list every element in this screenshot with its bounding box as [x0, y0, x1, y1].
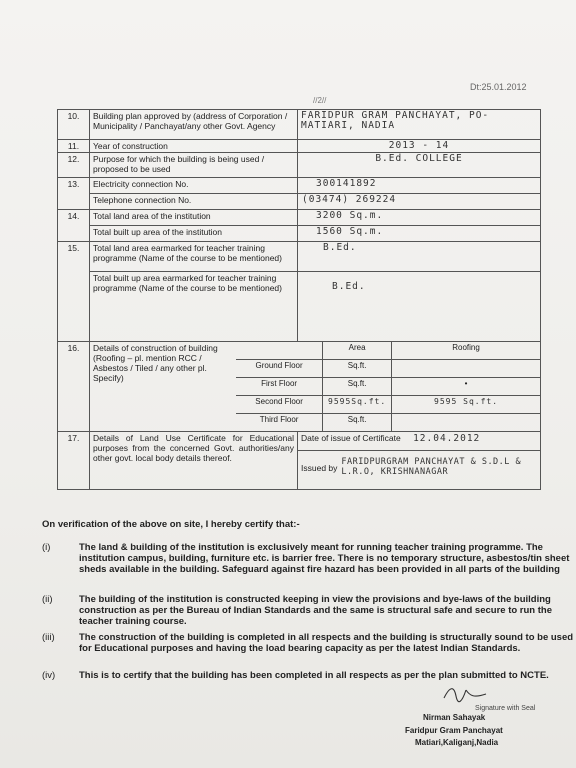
row-number: 16. [58, 342, 90, 432]
row-value: B.Ed. COLLEGE [298, 153, 541, 178]
item-number: (iv) [42, 670, 56, 681]
seal-line-3: Matiari,Kaliganj,Nadia [415, 738, 499, 747]
building-details-table [57, 109, 541, 490]
document-date: Dt:25.01.2012 [470, 82, 527, 92]
issued-by-label: Issued by [301, 463, 338, 473]
seal-line-1: Nirman Sahayak [423, 713, 486, 722]
issued-by-value: FARIDPURGRAM PANCHAYAT & S.D.L & L.R.O, KRISHNANAGAR [341, 457, 522, 477]
row-label: Total built up area earmarked for teacher training programme (Name of the course to be mentioned) [90, 272, 298, 342]
signature-mark [440, 682, 490, 704]
floor-area: Sq.ft. [323, 414, 392, 432]
table-row [58, 342, 541, 432]
floor-roofing [392, 360, 540, 378]
row-number: 15. [58, 242, 90, 342]
item-text: The building of the institution is constructed keeping in view the provisions and bye-laws of the building construction as per the Bureau of Indian Standards and the same is structural safe and secure to run the teacher training course. [79, 594, 552, 627]
table-row [58, 153, 541, 178]
row-number: 14. [58, 210, 90, 242]
row-value: FARIDPUR GRAM PANCHAYAT, PO-MATIARI, NADIA [298, 110, 541, 140]
signature-caption: Signature with Seal [475, 705, 536, 712]
row-number: 13. [58, 178, 90, 210]
row-label: Electricity connection No. [90, 178, 298, 194]
row-label: Purpose for which the building is being used / proposed to be used [90, 153, 298, 178]
row-label: Building plan approved by (address of Corporation / Municipality / Panchayat/any other Govt. Agency [90, 110, 298, 140]
table-row [58, 272, 541, 342]
seal-line-2: Faridpur Gram Panchayat [405, 726, 503, 735]
row-label: Total land area earmarked for teacher training programme (Name of the course to be mentioned) [90, 242, 298, 272]
row-value: 2013 - 14 [298, 140, 541, 153]
row-value: B.Ed. [298, 242, 541, 272]
row-label: Details of construction of building (Roofing – pl. mention RCC / Asbestos / Tiled / any other pl. Specify) [93, 343, 218, 383]
row-value: B.Ed. [298, 272, 541, 342]
row-label: Total land area of the institution [90, 210, 298, 226]
row-number: 17. [58, 432, 90, 490]
row-label: Year of construction [90, 140, 298, 153]
roofing-header: Roofing [392, 342, 540, 360]
row-value: 3200 Sq.m. [298, 210, 541, 226]
item-text: The land & building of the institution is exclusively meant for running teacher training programme. The institution campus, building, furniture etc. is barrier free. There is no temporary structure, asbestos/tin sheet sheds available in the building. Safeguard against fire hazard has been provided in all parts of the building [79, 542, 570, 575]
row-number: 10. [58, 110, 90, 140]
row-label: Details of Land Use Certificate for Educational purposes from the concerned Govt. authorities/any other govt. local body details thereof. [90, 432, 298, 490]
row-value: 1560 Sq.m. [298, 226, 541, 242]
floor-roofing: 9595 Sq.ft. [392, 396, 540, 414]
floor-name: First Floor [236, 378, 323, 396]
row-label: Telephone connection No. [90, 194, 298, 210]
floor-area: Sq.ft. [323, 360, 392, 378]
floor-name: Second Floor [236, 396, 323, 414]
floor-roofing: • [392, 378, 540, 396]
row-value: (03474) 269224 [298, 194, 541, 210]
area-header: Area [323, 342, 392, 360]
row-value: 300141892 [298, 178, 541, 194]
floor-table [236, 342, 540, 431]
certificate-date-value: 12.04.2012 [413, 433, 481, 444]
row-label: Total built up area of the institution [90, 226, 298, 242]
page-marker: //2// [313, 96, 327, 105]
row-number: 12. [58, 153, 90, 178]
floor-roofing [392, 414, 540, 432]
table-row [58, 194, 541, 210]
floor-area: 9595Sq.ft. [323, 396, 392, 414]
row-number: 11. [58, 140, 90, 153]
floor-name: Third Floor [236, 414, 323, 432]
table-row [58, 110, 541, 140]
table-row [58, 178, 541, 194]
table-row [58, 242, 541, 272]
certification-heading: On verification of the above on site, I hereby certify that:- [42, 519, 300, 530]
table-row [58, 432, 541, 490]
table-row [58, 226, 541, 242]
item-number: (ii) [42, 594, 53, 605]
floor-area: Sq.ft. [323, 378, 392, 396]
table-row [58, 210, 541, 226]
item-number: (i) [42, 542, 51, 553]
item-text: This is to certify that the building has been completed in all respects as per the plan submitted to NCTE. [79, 670, 549, 681]
item-number: (iii) [42, 632, 55, 643]
table-row [58, 140, 541, 153]
certificate-date-label: Date of issue of Certificate [301, 433, 401, 443]
floor-name: Ground Floor [236, 360, 323, 378]
item-text: The construction of the building is completed in all respects and the building is structurally sound to be used for Educational purposes and having the load bearing capacity as per the latest Indian Standards. [79, 632, 574, 654]
